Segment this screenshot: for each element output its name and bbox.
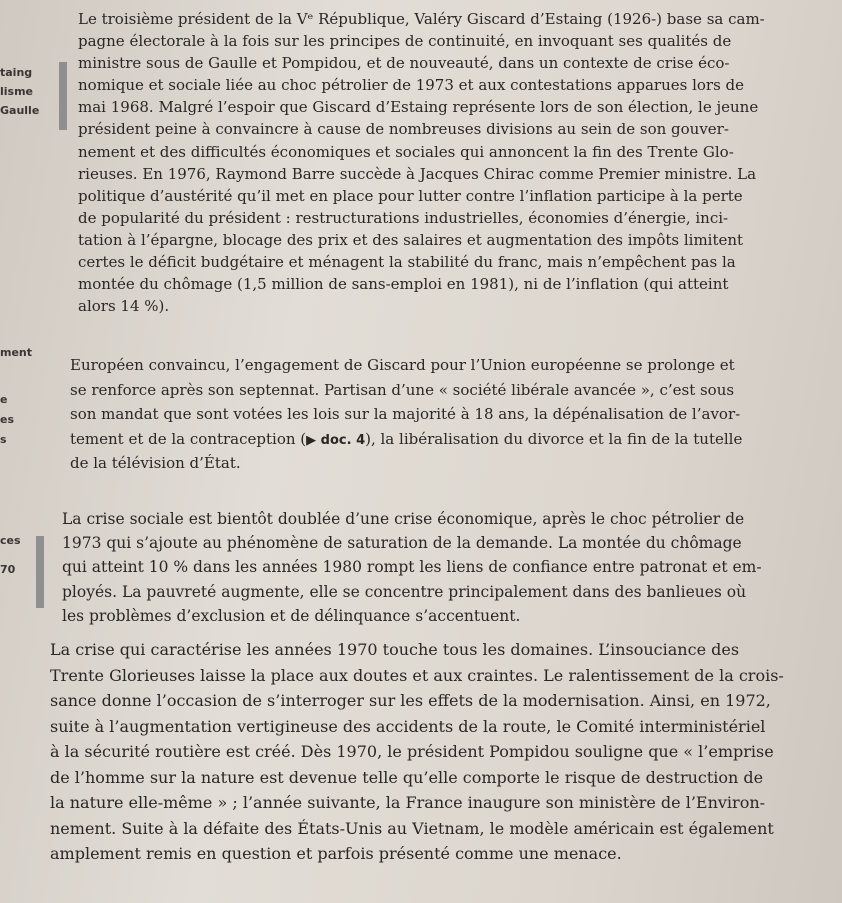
margin-label: s bbox=[0, 433, 7, 446]
margin-label: Gaulle bbox=[0, 104, 40, 117]
margin-bar bbox=[36, 536, 44, 608]
text-line: La crise sociale est bientôt doublée d’une crise économique, après le choc pétrolier de bbox=[62, 510, 745, 528]
margin-label: ces bbox=[0, 534, 21, 547]
text-line: de popularité du président : restructurations industrielles, économies d’énergie, inci- bbox=[78, 208, 729, 227]
text-fragment: tement et de la contraception ( bbox=[70, 429, 307, 448]
paragraph-1 bbox=[78, 8, 828, 317]
text-line: pagne électorale à la fois sur les principes de continuité, en invoquant ses qualités de bbox=[78, 32, 732, 51]
text-line: nement et des difficultés économiques et sociales qui annoncent la fin des Trente Glo- bbox=[78, 142, 734, 161]
text-line: les problèmes d’exclusion et de délinquance s’accentuent. bbox=[62, 606, 521, 625]
text-line: certes le déficit budgétaire et ménagent la stabilité du franc, mais n’empêchent pas la bbox=[78, 253, 736, 272]
doc-reference-link[interactable]: ▶ doc. 4 bbox=[306, 432, 366, 448]
text-line: alors 14 %). bbox=[78, 297, 170, 316]
text-line: nement. Suite à la défaite des États-Unis au Vietnam, le modèle américain est également bbox=[50, 818, 774, 838]
text-line: se renforce après son septennat. Partisan d’une « société libérale avancée », c’est sous bbox=[70, 380, 735, 399]
margin-label: lisme bbox=[0, 85, 34, 98]
text-line: 1973 qui s’ajoute au phénomène de saturation de la demande. La montée du chômage bbox=[62, 534, 742, 553]
text-line: Trente Glorieuses laisse la place aux doutes et aux craintes. Le ralentissement de la crois- bbox=[50, 665, 784, 685]
text-line: politique d’austérité qu’il met en place pour lutter contre l’inflation participe à la perte bbox=[78, 186, 743, 205]
margin-bar bbox=[59, 62, 67, 130]
text-line: amplement remis en question et parfois présenté comme une menace. bbox=[50, 844, 622, 863]
text-line: président peine à convaincre à cause de nombreuses divisions au sein de son gouver- bbox=[78, 120, 729, 139]
text-line: tation à l’épargne, blocage des prix et des salaires et augmentation des impôts limitent bbox=[78, 230, 744, 249]
text-line: Le troisième président de la Vᵉ République, Valéry Giscard d’Estaing (1926-) base sa cam- bbox=[78, 10, 765, 28]
paragraph-2 bbox=[70, 353, 825, 476]
text-line: ministre sous de Gaulle et Pompidou, et de nouveauté, dans un contexte de crise éco- bbox=[78, 54, 730, 73]
text-line bbox=[70, 427, 825, 452]
text-line: Européen convaincu, l’engagement de Giscard pour l’Union européenne se prolonge et bbox=[70, 356, 735, 374]
text-line: suite à l’augmentation vertigineuse des accidents de la route, le Comité interministériel bbox=[50, 716, 766, 736]
margin-label: es bbox=[0, 413, 15, 426]
text-line: qui atteint 10 % dans les années 1980 rompt les liens de confiance entre patronat et em- bbox=[62, 558, 762, 577]
text-line: de la télévision d’État. bbox=[70, 454, 241, 472]
text-line: la nature elle-même » ; l’année suivante, la France inaugure son ministère de l’Environ- bbox=[50, 793, 766, 812]
margin-label: taing bbox=[0, 66, 33, 79]
text-line: montée du chômage (1,5 million de sans-emploi en 1981), ni de l’inflation (qui atteint bbox=[78, 275, 729, 294]
margin-label: 70 bbox=[0, 563, 16, 576]
text-line: nomique et sociale liée au choc pétrolier de 1973 et aux contestations apparues lors de bbox=[78, 76, 745, 95]
paragraph-4 bbox=[50, 637, 805, 867]
text-line: rieuses. En 1976, Raymond Barre succède à Jacques Chirac comme Premier ministre. La bbox=[78, 164, 757, 183]
margin-label: e bbox=[0, 393, 8, 406]
paragraph-3 bbox=[62, 507, 817, 628]
text-line: La crise qui caractérise les années 1970 touche tous les domaines. L’insouciance des bbox=[50, 640, 740, 659]
margin-label: ment bbox=[0, 346, 33, 359]
text-line: son mandat que sont votées les lois sur la majorité à 18 ans, la dépénalisation de l’avor- bbox=[70, 405, 741, 423]
text-line: de l’homme sur la nature est devenue telle qu’elle comporte le risque de destruction de bbox=[50, 767, 764, 787]
text-line: à la sécurité routière est créé. Dès 1970, le président Pompidou souligne que « l’emprise bbox=[50, 742, 774, 761]
text-fragment: ), la libéralisation du divorce et la fin de la tutelle bbox=[365, 429, 743, 448]
text-line: ployés. La pauvreté augmente, elle se concentre principalement dans des banlieues où bbox=[62, 582, 747, 601]
text-line: sance donne l’occasion de s’interroger sur les effets de la modernisation. Ainsi, en 1972, bbox=[50, 691, 771, 710]
text-line: mai 1968. Malgré l’espoir que Giscard d’Estaing représente lors de son élection, le jeune bbox=[78, 98, 759, 117]
